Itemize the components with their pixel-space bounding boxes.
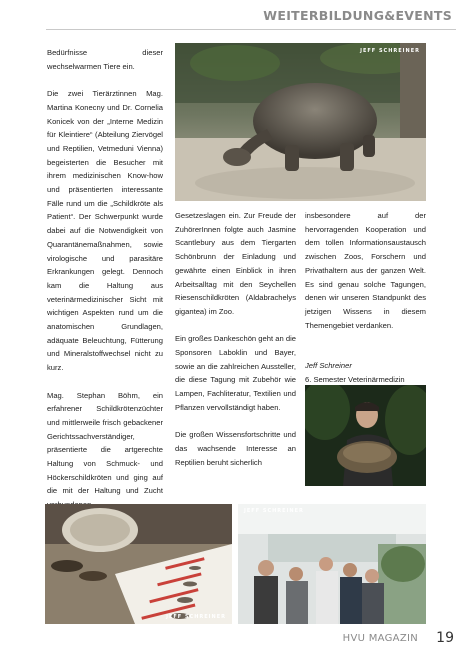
photo-credit: JEFF SCHREINER <box>244 508 304 514</box>
photo-credit: JEFF SCHREINER <box>360 48 420 54</box>
paragraph: Bedürfnisse dieser wechselwarmen Tiere ein. <box>47 48 163 71</box>
text-column-1 <box>47 46 163 512</box>
paragraph: Gesetzeslagen ein. Zur Freude der ZuhörerInnen folgte auch Jasmine Scantlebury aus dem Tiergarten Schönbrunn der Einladung und gewährte einen Einblick in ihren Arbeitsalltag mit den Seychellen Riesenschildkröten (Aldabrachelys gigantea) im Zoo. <box>175 211 296 316</box>
page-number: 19 <box>436 630 454 646</box>
author-name: Jeff Schreiner <box>305 361 352 371</box>
photo-person-with-tortoise <box>305 385 426 486</box>
photo-credit: JEFF SCHREINER <box>166 614 226 620</box>
section-title: WEITERBILDUNG&EVENTS <box>263 8 452 23</box>
magazine-name: HVU MAGAZIN <box>342 633 418 644</box>
author-role: 6. Semester Veterinärmedizin <box>305 375 405 385</box>
photo-brochures-and-shell <box>45 504 232 624</box>
paragraph: insbesondere auf der hervorragenden Kooperation und dem tollen Informationsaustausch zwischen Zoos, Forschern und Privathaltern aus der ganzen Welt. Es sind genau solche Tagungen, denen wir unseren Standpunkt des jetzigen Wissens in diesem Themengebiet verdanken. <box>305 211 426 330</box>
text-column-3 <box>305 209 426 387</box>
paragraph: Ein großes Dankeschön geht an die Sponsoren Laboklin und Bayer, sowie an die zahlreichen Aussteller, die diese Tagung mit Zubehör wie Lampen, Fachliteratur, Textilien und Pflanzen vervollständigt haben. <box>175 334 296 412</box>
header-divider <box>46 29 456 30</box>
paragraph: Die zwei Tierärztinnen Mag. Martina Konecny und Dr. Cornelia Konicek von der „Interne Medizin für Kleintiere“ (Abteilung Ziervögel und Reptilien, Vetmeduni Vienna) begeisterten die Besucher mit ihrem medizinischen Know-how und präsentierten interessante Fälle rund um die „Schildkröte als Patient“. Der Schwerpunkt wurde dabei auf die Notwendigkeit von Quarantänemaßnahmen, sowie virologische und parasitäre Erkrankungen gelegt. Dennoch kam die Haltung aus veterinärmedizinischer Sicht mit wichtigen Aspekten rund um die anatomischen Grundlagen, adäquate Beleuchtung, Fütterung und Mineralstoffwechsel nicht zu kurz. <box>47 89 163 373</box>
paragraph: Die großen Wissensfortschritte und das wachsende Interesse an Reptilien beruht sicherlich <box>175 430 296 467</box>
text-column-2 <box>175 209 296 469</box>
paragraph: Mag. Stephan Böhm, ein erfahrener Schildkrötenzüchter und mittlerweile frisch gebackener Gerichtssachverständiger, präsentierte die artgerechte Haltung von Schmuck- und Höckerschildkröten und ging auf die mit der Haltung und Zucht <box>47 390 163 496</box>
photo-event-crowd <box>238 504 426 624</box>
photo-giant-tortoise <box>175 43 426 201</box>
